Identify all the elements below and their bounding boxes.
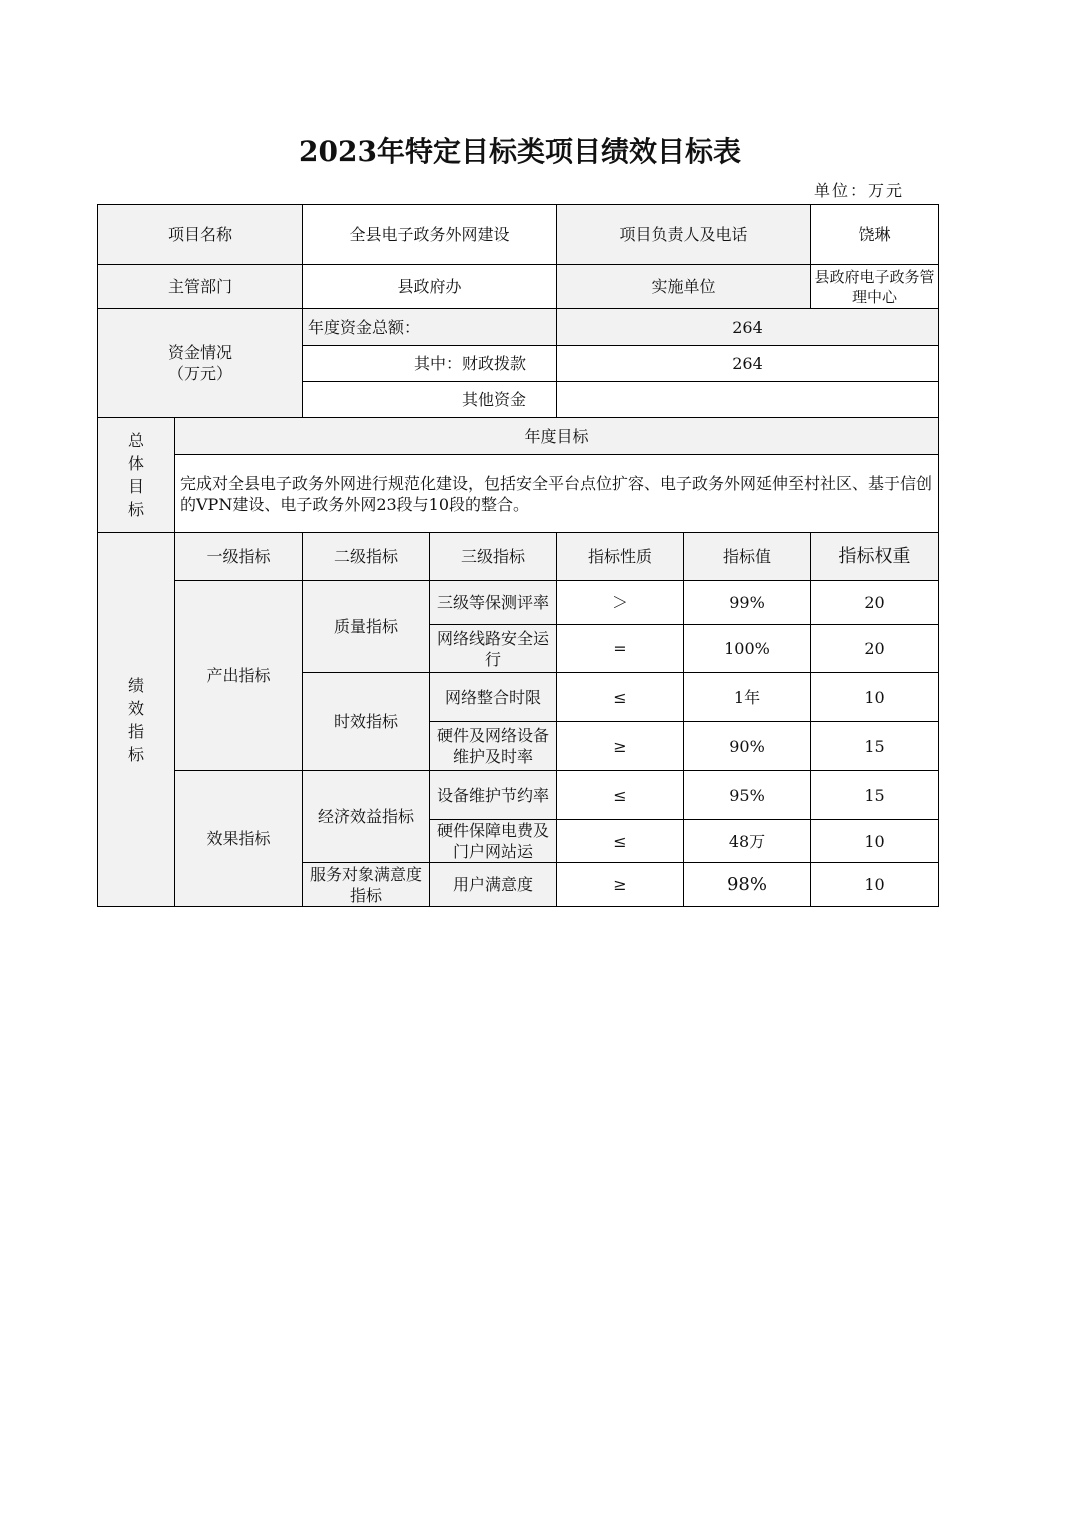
goal-label xyxy=(98,418,175,533)
row-name: 用户满意度 xyxy=(430,863,557,907)
row-name: 网络整合时限 xyxy=(430,673,557,722)
impl-label: 实施单位 xyxy=(557,265,811,309)
header-level2: 二级指标 xyxy=(303,533,430,581)
indicators-label xyxy=(98,533,175,907)
row-value: 98% xyxy=(684,863,811,907)
row-weight: 20 xyxy=(811,581,939,625)
project-leader-value: 饶琳 xyxy=(811,205,939,265)
goal-label-text: 总体目标 xyxy=(127,431,144,519)
row-nature: ＞ xyxy=(557,581,684,625)
performance-table xyxy=(97,204,939,907)
indicators-label-text: 绩效指标 xyxy=(127,675,144,764)
row-value: 99% xyxy=(684,581,811,625)
row-weight: 20 xyxy=(811,625,939,673)
level2-quality: 质量指标 xyxy=(303,581,430,673)
row-value: 95% xyxy=(684,771,811,820)
funds-label-line1: 资金情况 xyxy=(167,343,232,362)
row-nature: ≤ xyxy=(557,771,684,820)
level1-output: 产出指标 xyxy=(175,581,303,771)
dept-label: 主管部门 xyxy=(98,265,303,309)
level2-timeliness: 时效指标 xyxy=(303,673,430,771)
level2-satisfaction: 服务对象满意度指标 xyxy=(303,863,430,907)
row-name: 硬件保障电费及门户网站运 xyxy=(430,820,557,863)
row-nature: = xyxy=(557,625,684,673)
funds-label-line2: （万元） xyxy=(167,364,232,383)
dept-value: 县政府办 xyxy=(303,265,557,309)
project-name-label: 项目名称 xyxy=(98,205,303,265)
row-weight: 15 xyxy=(811,722,939,771)
funds-label xyxy=(98,309,303,418)
row-value: 1年 xyxy=(684,673,811,722)
row-name: 三级等保测评率 xyxy=(430,581,557,625)
funds-total-label: 年度资金总额： xyxy=(303,309,557,346)
impl-value: 县政府电子政务管理中心 xyxy=(811,265,939,309)
header-level1: 一级指标 xyxy=(175,533,303,581)
row-nature: ≥ xyxy=(557,863,684,907)
row-name: 硬件及网络设备维护及时率 xyxy=(430,722,557,771)
row-value: 90% xyxy=(684,722,811,771)
project-name-value: 全县电子政务外网建设 xyxy=(303,205,557,265)
funds-other-label: 其他资金 xyxy=(303,382,557,418)
row-nature: ≥ xyxy=(557,722,684,771)
row-nature: ≤ xyxy=(557,820,684,863)
row-name: 网络线路安全运行 xyxy=(430,625,557,673)
row-value: 100% xyxy=(684,625,811,673)
level1-effect: 效果指标 xyxy=(175,771,303,907)
funds-fiscal-label: 其中：财政拨款 xyxy=(303,346,557,382)
level2-economic: 经济效益指标 xyxy=(303,771,430,863)
page-title: 2023年特定目标类项目绩效目标表 xyxy=(299,135,741,168)
row-name: 设备维护节约率 xyxy=(430,771,557,820)
header-value: 指标值 xyxy=(684,533,811,581)
goal-text: 完成对全县电子政务外网进行规范化建设，包括安全平台点位扩容、电子政务外网延伸至村社区、基于信创的VPN建设、电子政务外网23段与10段的整合。 xyxy=(175,455,939,533)
unit-label: 单位：万元 xyxy=(814,181,905,200)
funds-total-value: 264 xyxy=(557,309,939,346)
header-level3: 三级指标 xyxy=(430,533,557,581)
row-weight: 15 xyxy=(811,771,939,820)
header-weight: 指标权重 xyxy=(811,533,939,581)
funds-other-value xyxy=(557,382,939,418)
row-nature: ≤ xyxy=(557,673,684,722)
header-nature: 指标性质 xyxy=(557,533,684,581)
row-weight: 10 xyxy=(811,820,939,863)
project-leader-label: 项目负责人及电话 xyxy=(557,205,811,265)
row-value: 48万 xyxy=(684,820,811,863)
row-weight: 10 xyxy=(811,863,939,907)
funds-fiscal-value: 264 xyxy=(557,346,939,382)
goal-header: 年度目标 xyxy=(175,418,939,455)
row-weight: 10 xyxy=(811,673,939,722)
